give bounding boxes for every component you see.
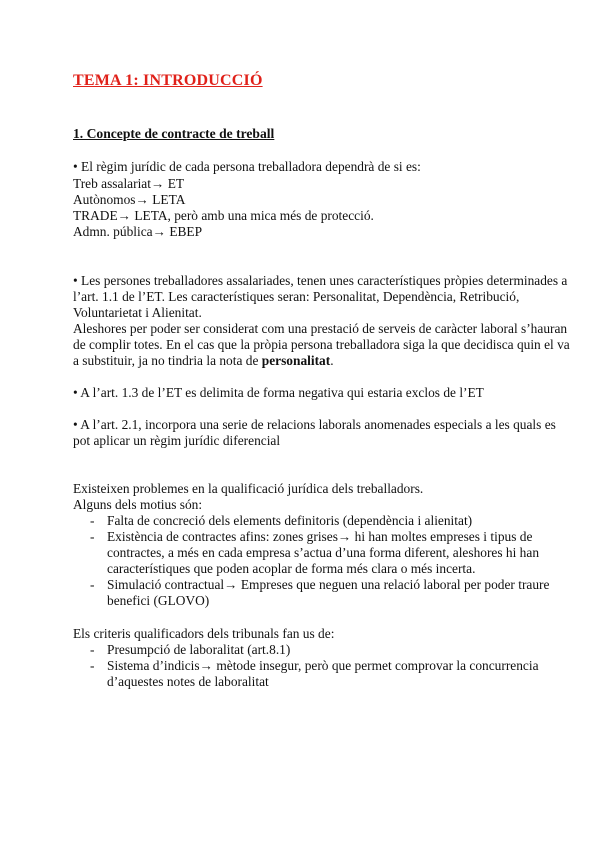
worker-type: Autònomos→ LETA [73,192,186,207]
problems-lead: Alguns dels motius són: [73,497,203,512]
criteria-intro: Els criteris qualificadors dels tribunals fan us de: [73,626,335,641]
paragraph-text: . [330,353,334,368]
worker-type: Admn. pública→ EBEP [73,224,203,239]
worker-type: Treb assalariat→ ET [73,176,185,191]
paragraph-line: • Les persones treballadores assalariades, tenen unes característiques pròpies determinades a [73,273,568,288]
list-item: Falta de concreció dels elements definitoris (dependència i alienitat) [107,513,473,528]
list-item: Existència de contractes afins: zones grises→ hi han moltes empreses i tipus de [107,529,533,544]
list-item: benefici (GLOVO) [107,593,210,608]
bullet-special-relations: pot aplicar un règim jurídic diferencial [73,433,281,448]
list-item: contractes, a més en cada empresa s’actua d’una forma diferent, aleshores hi han [107,545,540,560]
paragraph-line: l’art. 1.1 de l’ET. Les característiques seran: Personalitat, Dependència, Retribució, [73,289,520,304]
paragraph-line: Voluntarietat i Alienitat. [73,305,202,320]
regime-intro: • El règim jurídic de cada persona treballadora dependrà de si es: [73,159,421,174]
list-item: Presumpció de laboralitat (art.8.1) [107,642,291,657]
list-item: Sistema d’indicis→ mètode insegur, però que permet comprovar la concurrencia [107,658,539,673]
list-dash: - [90,577,95,592]
list-dash: - [90,658,95,673]
problems-intro: Existeixen problemes en la qualificació jurídica dels treballadors. [73,481,424,496]
list-item: característiques que poden acoplar de forma més clara o més incerta. [107,561,476,576]
list-dash: - [90,513,95,528]
bold-term: personalitat [261,353,331,368]
paragraph-line: de complir totes. En el cas que la pròpia persona treballadora siga la que decidisca quin el va [73,337,570,352]
worker-type: TRADE→ LETA, però amb una mica més de protecció. [73,208,374,223]
paragraph-line: Aleshores per poder ser considerat com una prestació de serveis de caràcter laboral s’hauran [73,321,568,336]
paragraph-line [73,353,334,369]
bullet-exclusions: • A l’art. 1.3 de l’ET es delimita de forma negativa qui estaria exclos de l’ET [73,385,484,400]
list-item: Simulació contractual→ Empreses que neguen una relació laboral per poder traure [107,577,550,592]
page-title: TEMA 1: INTRODUCCIÓ [73,72,263,89]
paragraph-text: a substituir, ja no tindria la nota de [73,353,262,368]
list-dash: - [90,529,95,544]
section-heading: 1. Concepte de contracte de treball [73,126,275,141]
list-item: d’aquestes notes de laboralitat [107,674,269,689]
list-dash: - [90,642,95,657]
bullet-special-relations: • A l’art. 2.1, incorpora una serie de relacions laborals anomenades especials a les quals es [73,417,556,432]
